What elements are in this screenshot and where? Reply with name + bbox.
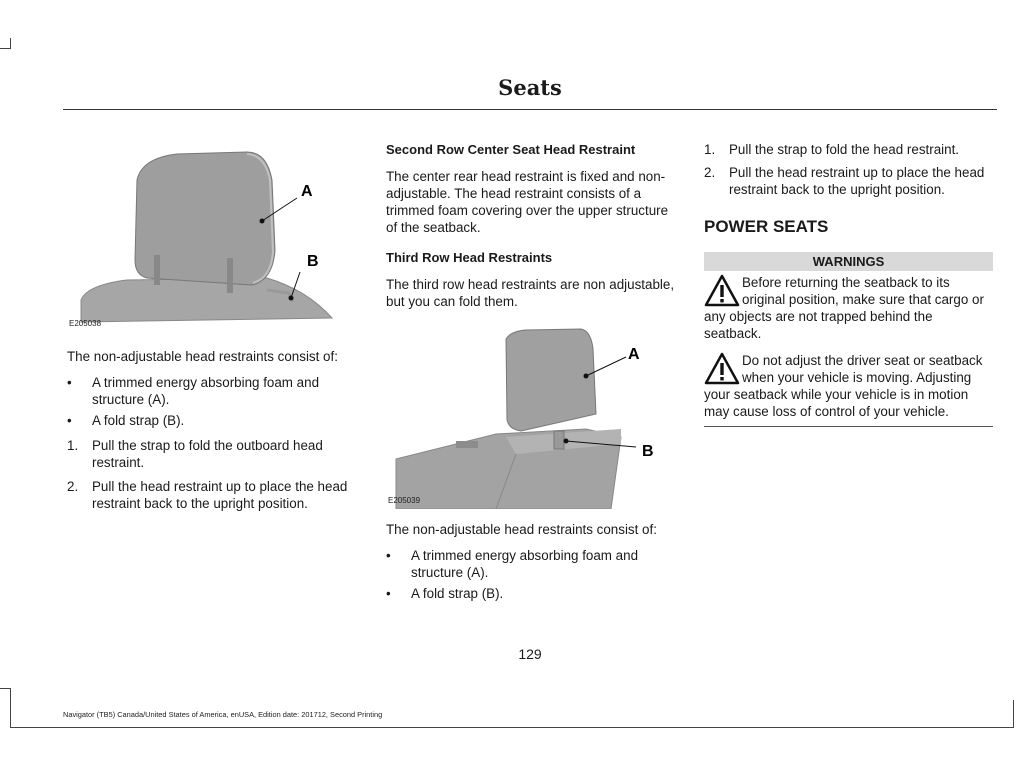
list-item: • A trimmed energy absorbing foam and structure (A). — [67, 375, 320, 407]
crop-mark — [10, 688, 11, 728]
crop-mark — [0, 48, 11, 49]
section-heading: Third Row Head Restraints — [386, 250, 553, 265]
figure-id: E205039 — [388, 496, 421, 505]
intro-text: The non-adjustable head restraints consist of: — [386, 522, 657, 537]
headrestraint-figure-third-row — [386, 319, 676, 509]
list-item: • A fold strap (B). — [67, 413, 185, 428]
warnings-end-rule — [704, 426, 993, 427]
step-item: 1. Pull the strap to fold the outboard head restraint. — [67, 438, 323, 470]
header-rule — [63, 109, 997, 110]
footer-rule — [10, 727, 1014, 728]
label-b: B — [642, 443, 654, 460]
warning-item: Before returning the seatback to its original position, make sure that cargo or any objects are not trapped behind the seatback. — [704, 275, 984, 341]
edition-footer: Navigator (TB5) Canada/United States of America, enUSA, Edition date: 201712, Second Printing — [63, 710, 383, 719]
step-item: 2. Pull the head restraint up to place the head restraint back to the upright position. — [67, 479, 348, 511]
page-number: 129 — [518, 646, 542, 662]
crop-mark — [0, 688, 11, 689]
intro-text: The non-adjustable head restraints consist of: — [67, 349, 338, 364]
warning-triangle-icon — [704, 274, 740, 308]
section-heading: Second Row Center Seat Head Restraint — [386, 142, 636, 157]
page-title: Seats — [498, 75, 562, 100]
paragraph: The third row head restraints are non adjustable, but you can fold them. — [386, 277, 675, 309]
warning-item: Do not adjust the driver seat or seatback when your vehicle is moving. Adjusting your seatback while your vehicle is in motion may cause loss of control of your vehicle. — [704, 353, 983, 419]
crop-mark — [1013, 700, 1014, 728]
list-item: • A fold strap (B). — [386, 586, 504, 601]
step-item: 1. Pull the strap to fold the head restraint. — [704, 142, 960, 157]
column-1 — [67, 140, 357, 516]
step-item: 2. Pull the head restraint up to place the head restraint back to the upright position. — [704, 165, 985, 197]
headrestraint-illustration — [67, 140, 357, 332]
paragraph: The center rear head restraint is fixed and non-adjustable. The head restraint consists of a trimmed foam covering over the upper structure of the seatback. — [386, 169, 669, 235]
warnings-header: WARNINGS — [704, 252, 993, 271]
label-b: B — [307, 253, 319, 270]
column-3 — [704, 141, 993, 427]
label-a: A — [301, 183, 313, 200]
column-2 — [386, 141, 676, 606]
figure-id: E205038 — [69, 319, 102, 328]
section-title: POWER SEATS — [704, 217, 829, 236]
crop-mark — [10, 38, 11, 48]
list-item: • A trimmed energy absorbing foam and structure (A). — [386, 548, 639, 580]
headrestraint-figure-outboard — [67, 140, 357, 332]
headrestraint-illustration — [386, 319, 676, 509]
warning-triangle-icon — [704, 352, 740, 386]
label-a: A — [628, 346, 640, 363]
